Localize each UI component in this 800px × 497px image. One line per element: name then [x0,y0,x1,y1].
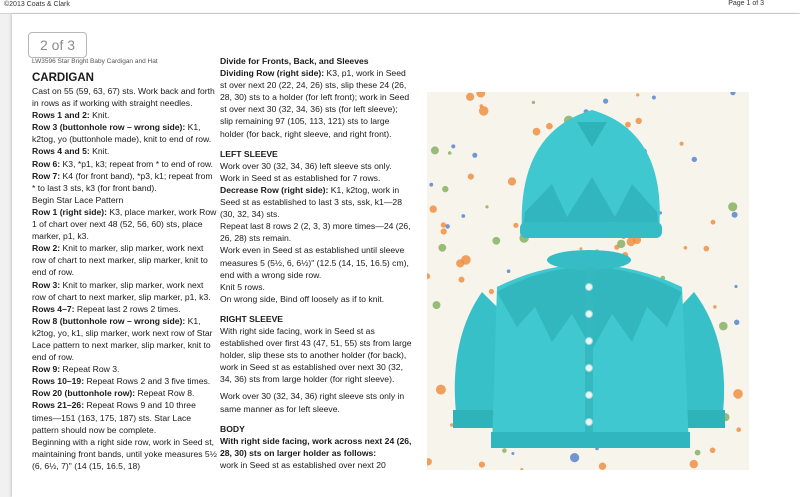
cast-on-paragraph: Cast on 55 (59, 63, 67) sts. Work back and forth in rows as if working with straight needles. [32,86,215,109]
flower-dot [485,205,488,208]
flower-dot [636,118,642,124]
flower-dot [430,205,437,212]
lace-rows-21-26: Rows 21–26: Repeat Rows 9 and 10 three times—151 (163, 175, 187) sts. Star Lace pattern should now be complete. [32,400,196,435]
flower-dot [502,448,507,453]
lace-row-8: Row 8 (buttonhole row – wrong side): K1, k2tog, yo, k1, slip marker, work next row of Star Lace pattern to next marker, slip marker, knit to end of row. [32,315,213,363]
lace-row-1: Row 1 (right side): K3, place marker, work Row 1 of chart over next 48 (52, 56, 60) sts, place marker, p1, k3. [32,206,217,242]
flower-dot [728,202,737,211]
row-7: Row 7: K4 (for front band), *p3, k1; repeat from * to last 3 sts, k3 (for front band). [32,170,213,193]
left-sleeve-p3: Work even in Seed st as established until sleeve measures 5 (5½, 6, 6½)" (12.5 (14, 15, 16.5) cm), end with a wrong side row. [220,245,409,280]
rows-1-2: Rows 1 and 2: Knit. [32,110,110,121]
yoke-paragraph: Beginning with a right side row, work in Seed st, maintaining front bands, until yoke measures 5½ (6, 6½, 7)" (14 (15, 16.5, 18) [32,436,217,471]
flower-dot [436,385,446,395]
flower-dot [456,259,464,267]
lace-row-2: Row 2: Knit to marker, slip marker, work next row of chart to next marker, slip marker, knit to end of row. [32,243,208,278]
flower-dot [429,183,433,187]
document-page [12,14,800,497]
flower-dot [459,277,465,283]
flower-dot [603,99,608,104]
flower-dot [480,104,484,108]
divide-heading: Divide for Fronts, Back, and Sleeves [220,56,369,66]
text-column-left [32,57,218,472]
flower-dot [433,301,441,309]
left-sleeve-p4: Knit 5 rows. [220,281,265,292]
cardigan-heading: CARDIGAN [32,72,94,84]
pattern-code: LW3596 Star Bright Baby Cardigan and Hat [32,58,158,65]
flower-dot [599,463,606,470]
flower-dot [570,453,579,462]
flower-dot [492,237,500,245]
lace-rows-4-7: Rows 4–7: Repeat last 2 rows 2 times. [32,303,181,314]
flower-dot [461,214,465,218]
viewer-top-strip [0,0,800,14]
flower-dot [579,247,582,250]
body-bold-line: With right side facing, work across next 24 (26, 28, 30) sts on larger holder as follows: [220,435,412,458]
rows-4-5: Rows 4 and 5: Knit. [32,146,110,157]
flower-dot [489,289,494,294]
flower-dot [532,101,535,104]
flower-dot [736,427,741,432]
text-column-middle [220,55,412,471]
lace-rows-10-19: Rows 10–19: Repeat Rows 2 and 3 five times. [32,376,211,387]
flower-dot [710,448,716,454]
decrease-row: Decrease Row (right side): K1, k2tog, work in Seed st as established to last 3 sts, ssk, k1—28 (30, 32, 34) sts. [220,184,402,220]
flower-dot [468,174,474,180]
flower-dot [442,186,448,192]
flower-dot [507,269,511,273]
flower-dot [684,246,688,250]
flower-dot [479,462,485,468]
lace-row-20: Row 20 (buttonhole row): Repeat Row 8. [32,388,195,399]
flower-dot [680,142,684,146]
dividing-row: Dividing Row (right side): K3, p1, work in Seed st over next 20 (22, 24, 26) sts, slip these 24 (26, 28, 30) sts to a holder (for left front); work in Seed st over next 30 (32, 34, 36) sts (for left sleeve); slip remaining 97 (105, 113, 121) sts to large holder (for back, right sleeve, and right front). [220,68,410,139]
lace-row-3: Row 3: Knit to marker, slip marker, work next row of chart to next marker, slip marker, p1, k3. [32,279,211,302]
flower-dot [734,320,739,325]
right-sleeve-p2: Work over 30 (32, 34, 36) right sleeve sts only in same manner as for left sleeve. [220,391,405,414]
right-sleeve-p1: With right side facing, work in Seed st as established over first 43 (47, 51, 55) sts from large holder, slip these sts to another holder (for back), work in Seed st as established over next 30 (32, 34, 36) sts from large holder (for right sleeve). [220,325,412,385]
flower-dot [625,122,631,128]
page-number-badge[interactable]: 2 of 3 [28,32,87,58]
left-sleeve-p1: Work over 30 (32, 34, 36) left sleeve sts only. Work in Seed st as established for 7 rows. [220,160,392,183]
flower-dot [513,223,518,228]
flower-dot [734,285,737,288]
flower-dot [704,246,710,252]
body-heading: BODY [220,423,245,434]
flower-dot [508,177,516,185]
flower-dot [546,123,553,130]
begin-lace-text: Begin Star Lace Pattern [32,194,124,205]
flower-dot [627,237,636,246]
flower-dot [695,450,701,456]
flower-dot [652,96,656,100]
flower-dot [636,93,639,96]
flower-dot [733,389,743,399]
right-sleeve-heading: RIGHT SLEEVE [220,313,284,324]
flower-dot [711,220,716,225]
page-indicator: Page 1 of 3 [728,0,764,7]
flower-dot [732,212,738,218]
body-p1: work in Seed st as established over next 20 [220,459,386,470]
flower-dot [472,153,477,158]
flower-dot [441,222,446,227]
flower-dot [533,128,541,136]
flower-dot [451,144,455,148]
row-3: Row 3 (buttonhole row – wrong side): K1, k2tog, yo (buttonhole made), knit to end of row. [32,122,212,145]
flower-dot [466,93,474,101]
left-sleeve-p2: Repeat last 8 rows 2 (2, 3, 3) more times—24 (26, 26, 28) sts remain. [220,221,411,244]
left-sleeve-p5: On wrong side, Bind off loosely as if to knit. [220,293,385,304]
flower-dot [441,228,447,234]
flower-dot [617,240,625,248]
flower-dot [719,322,728,331]
flower-dot [690,460,698,468]
flower-dot [448,151,452,155]
row-6: Row 6: K3, *p1, k3; repeat from * to end of row. [32,158,214,169]
flower-dot [438,244,446,252]
copyright-text: ©2013 Coats & Clark [4,1,70,8]
cardigan-photo [427,92,749,470]
left-sleeve-heading: LEFT SLEEVE [220,148,278,159]
flower-dot [511,452,514,455]
flower-dot [692,157,697,162]
flower-dot [431,146,439,154]
flower-dot [713,305,717,309]
lace-row-9: Row 9: Repeat Row 3. [32,364,120,375]
